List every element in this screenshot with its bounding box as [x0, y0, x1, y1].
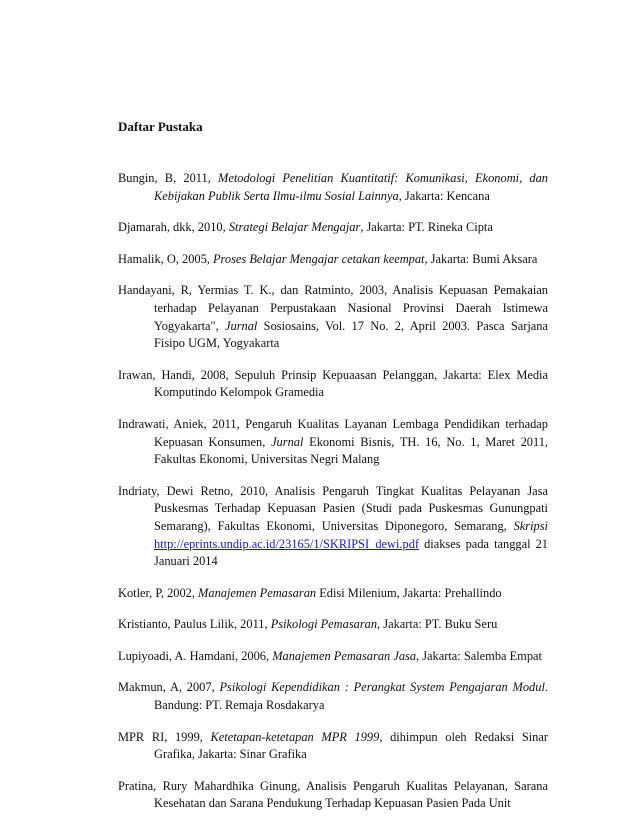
reference-link[interactable]: http://eprints.undip.ac.id/23165/1/SKRIPSI_dewi.pdf — [154, 536, 420, 551]
reference-entry: Indriaty, Dewi Retno, 2010, Analisis Pengaruh Tingkat Kualitas Pelayanan Jasa Puskesmas Terhadap Kepuasan Pasien (Studi pada Puskesmas Gunungpati Semarang), Fakultas Ekonomi, Universitas Diponegoro, Semarang, Skripsi http://eprints.undip.ac.id/23165/1/SKRIPSI_dewi.pdf diakses pada tanggal 21 Januari 2014 — [118, 483, 548, 569]
reference-entry: Makmun, A, 2007, Psikologi Kependidikan : Perangkat System Pengajaran Modul. Bandung: PT. Remaja Rosdakarya — [118, 680, 549, 713]
reference-entry: Kristianto, Paulus Lilik, 2011, Psikologi Pemasaran, Jakarta: PT. Buku Seru — [118, 617, 498, 632]
reference-entry: Indrawati, Aniek, 2011, Pengaruh Kualitas Layanan Lembaga Pendidikan terhadap Kepuasan Konsumen, Jurnal Ekonomi Bisnis, TH. 16, No. 1, Maret 2011, Fakultas Ekonomi, Universitas Negri Malang — [118, 416, 548, 467]
reference-entry: Hamalik, O, 2005, Proses Belajar Mengajar cetakan keempat, Jakarta: Bumi Aksara — [118, 251, 538, 266]
reference-entry: Pratina, Rury Mahardhika Ginung, Analisis Pengaruh Kualitas Pelayanan, Sarana Kesehatan dan Sarana Pendukung Terhadap Kepuasan Pasien Pada Unit — [118, 778, 548, 811]
page-title: Daftar Pustaka — [118, 119, 203, 134]
reference-entry: Kotler, P, 2002, Manajemen Pemasaran Edisi Milenium, Jakarta: Prehallindo — [118, 585, 502, 600]
reference-entry: Handayani, R, Yermias T. K., dan Ratminto, 2003, Analisis Kepuasan Pemakaian terhadap Pelayanan Perpustakaan Nasional Provinsi Daerah Istimewa Yogyakarta", Jurnal Sosiosains, Vol. 17 No. 2, April 2003. Pasca Sarjana Fisipo UGM, Yogyakarta — [118, 283, 548, 351]
reference-entry: Lupiyoadi, A. Hamdani, 2006, Manajemen Pemasaran Jasa, Jakarta: Salemba Empat — [118, 648, 542, 663]
reference-list — [118, 170, 548, 827]
reference-entry: MPR RI, 1999, Ketetapan-ketetapan MPR 1999, dihimpun oleh Redaksi Sinar Grafika, Jakarta: Sinar Grafika — [118, 729, 548, 762]
reference-entry: Djamarah, dkk, 2010, Strategi Belajar Mengajar, Jakarta: PT. Rineka Cipta — [118, 220, 493, 235]
reference-entry: Irawan, Handi, 2008, Sepuluh Prinsip Kepuaasan Pelanggan, Jakarta: Elex Media Komputindo Kelompok Gramedia — [118, 367, 548, 400]
reference-entry: Bungin, B, 2011, Metodologi Penelitian Kuantitatif: Komunikasi, Ekonomi, dan Kebijakan Publik Serta Ilmu-ilmu Sosial Lainnya, Jakarta: Kencana — [118, 171, 548, 203]
